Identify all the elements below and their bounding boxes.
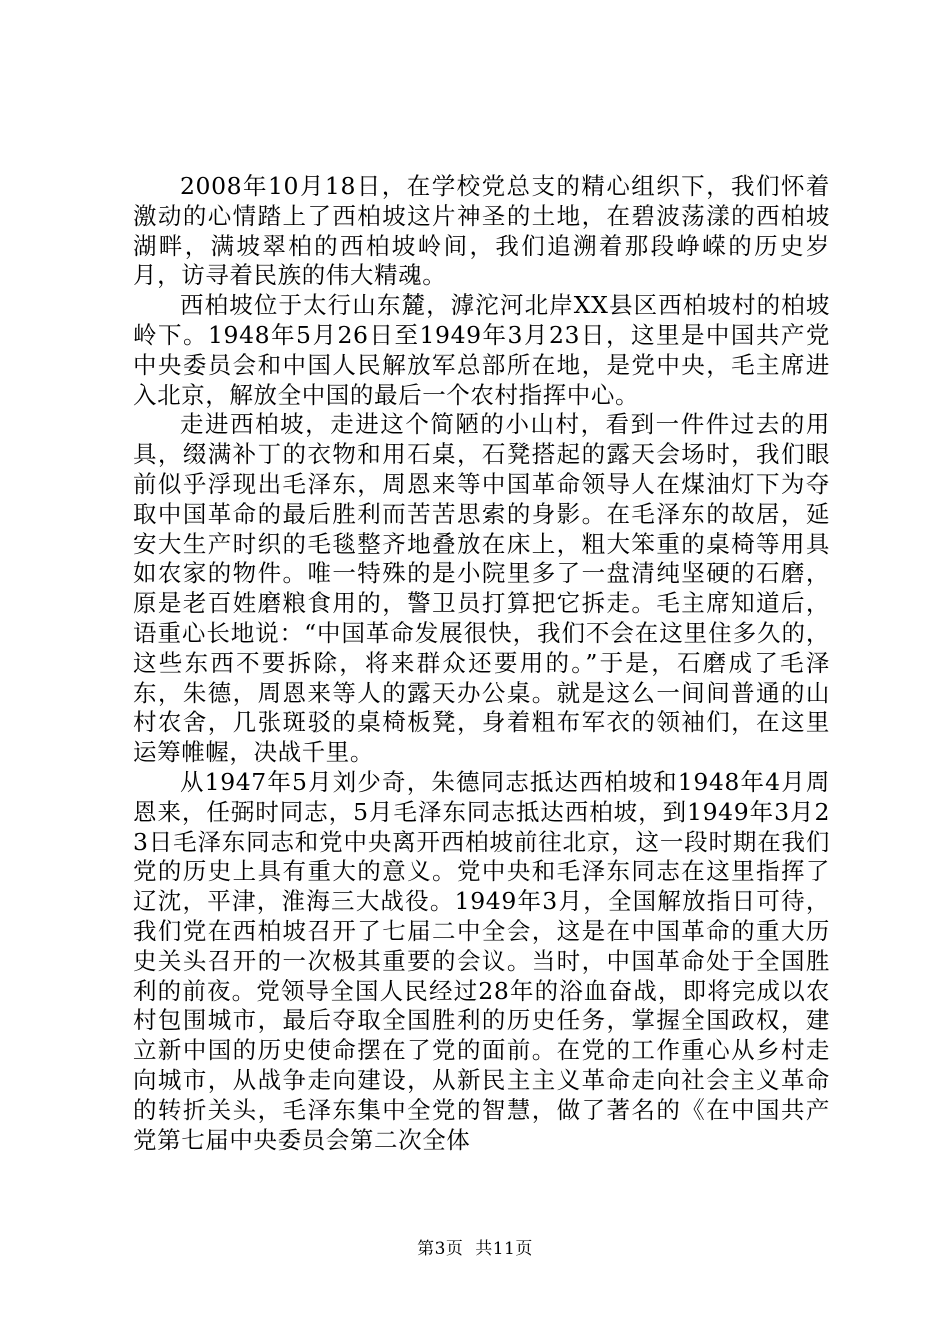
- paragraph-2: 西柏坡位于太行山东麓，滹沱河北岸XX县区西柏坡村的柏坡岭下。1948年5月26日至1949年3月23日，这里是中国共产党中央委员会和中国人民解放军总部所在地，是党中央，毛主席进入北京，解放全中国的最后一个农村指挥中心。: [133, 291, 830, 409]
- paragraph-1: 2008年10月18日，在学校党总支的精心组织下，我们怀着激动的心情踏上了西柏坡这片神圣的土地，在碧波荡漾的西柏坡湖畔，满坡翠柏的西柏坡岭间，我们追溯着那段峥嵘的历史岁月，访寻着民族的伟大精魂。: [133, 172, 830, 290]
- paragraph-4: 从1947年5月刘少奇，朱德同志抵达西柏坡和1948年4月周恩来，任弼时同志，5月毛泽东同志抵达西柏坡，到1949年3月23日毛泽东同志和党中央离开西柏坡前往北京，这一段时期在我们党的历史上具有重大的意义。党中央和毛泽东同志在这里指挥了辽沈，平津，淮海三大战役。1949年3月，全国解放指日可待，我们党在西柏坡召开了七届二中全会，这是在中国革命的重大历史关头召开的一次极其重要的会议。当时，中国革命处于全国胜利的前夜。党领导全国人民经过28年的浴血奋战，即将完成以农村包围城市，最后夺取全国胜利的历史任务，掌握全国政权，建立新中国的历史使命摆在了党的面前。在党的工作重心从乡村走向城市，从战争走向建设，从新民主主义革命走向社会主义革命的转折关头，毛泽东集中全党的智慧，做了著名的《在中国共产党第七届中央委员会第二次全体: [133, 767, 830, 1154]
- page-footer: [0, 1238, 950, 1260]
- document-body: [133, 172, 830, 1155]
- page-number-label: 第3页 共11页: [417, 1239, 533, 1259]
- paragraph-3: 走进西柏坡，走进这个简陋的小山村，看到一件件过去的用具，缀满补丁的衣物和用石桌，石凳搭起的露天会场时，我们眼前似乎浮现出毛泽东，周恩来等中国革命领导人在煤油灯下为夺取中国革命的最后胜利而苦苦思索的身影。在毛泽东的故居，延安大生产时织的毛毯整齐地叠放在床上，粗大笨重的桌椅等用具如农家的物件。唯一特殊的是小院里多了一盘清纯坚硬的石磨，原是老百姓磨粮食用的，警卫员打算把它拆走。毛主席知道后，语重心长地说：“中国革命发展很快，我们不会在这里住多久的，这些东西不要拆除，将来群众还要用的。”于是，石磨成了毛泽东，朱德，周恩来等人的露天办公桌。就是这么一间间普通的山村农舍，几张斑驳的桌椅板凳，身着粗布军衣的领袖们，在这里运筹帷幄，决战千里。: [133, 410, 830, 767]
